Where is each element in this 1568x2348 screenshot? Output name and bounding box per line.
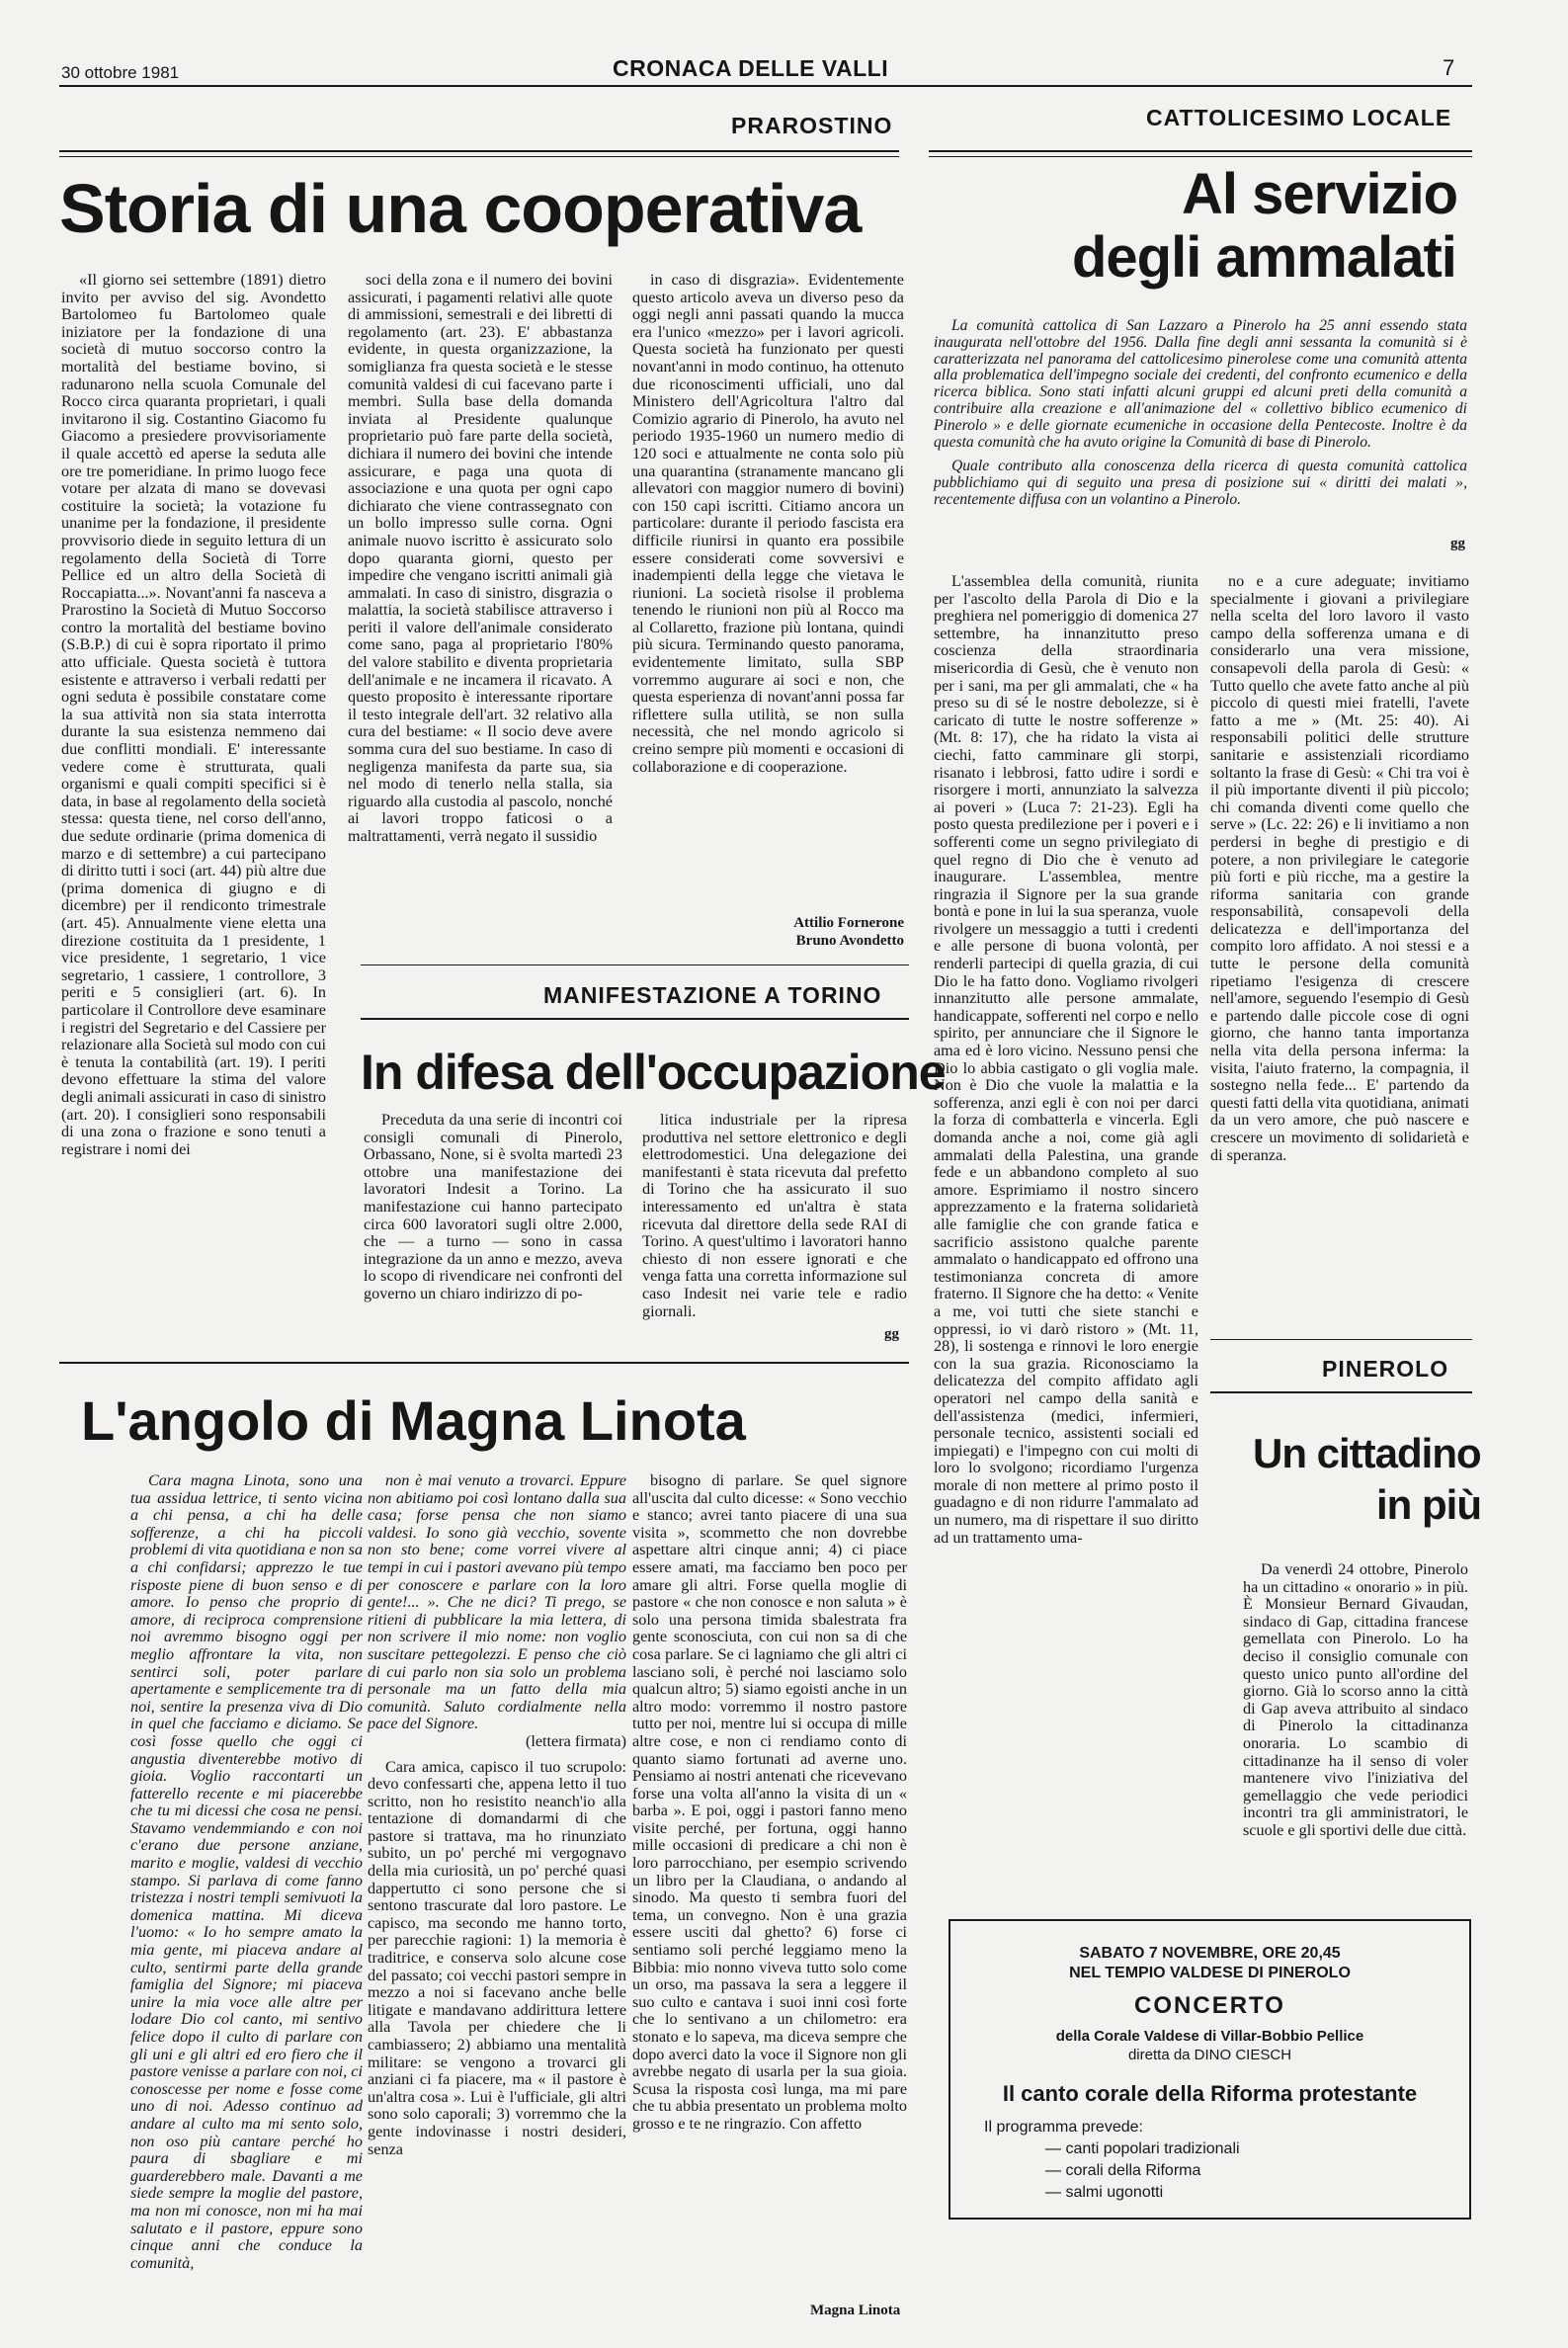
occupazione-col-1 (364, 1112, 622, 1349)
pinerolo-headline-line-1: Un cittadino (1253, 1430, 1481, 1476)
cooperativa-kicker-rule (59, 150, 899, 152)
concerto-program (984, 2117, 1469, 2204)
pinerolo-kicker-rule (1210, 1391, 1472, 1393)
concerto-program-item: — canti popolari tradizionali (1045, 2140, 1240, 2157)
ammalati-kicker: CATTOLICESIMO LOCALE (1146, 105, 1452, 130)
cooperativa-text-1: «Il giorno sei settembre (1891) dietro invito per avviso del sig. Avondetto Bartolomeo fu Bartolomeo quale iniziatore per la fondazione di una società di mutuo soccorso contro la mortalità del bestiame bovino, si radunarono nella scuola Comunale del Rocco circa quaranta proprietari, i quali invitarono il sig. Costantino Giacomo fu Giacomo a presiedere provvisoriamente il quale accettò ed aperse la seduta alle ore tre pomeridiane. In primo luogo fece votare per alzata di mano se dovevasi costituire la società; la votazione fu unanime per la fondazione, il presidente provvisorio diede in seguito lettura di un regolamento della Società di Torre Pellice ed un altro della Società di Roccapiatta...». Novant'anni fa nasceva a Prarostino la Società di Mutuo Soccorso contro la mortalità del bestiame bovino (S.B.P.) di cui è sopra riportato il primo atto ufficiale. Questa società è tuttora esistente e attraverso i verbali redatti per ogni seduta è possibile constatare come la sua attività non sia stata interrotta durante la sua esistenza nemmeno dai due conflitti mondiali. E' interessante vedere come è strutturata, quali organismi e quali compiti specifici si è data, in base al regolamento della società stessa: questa tiene, nel corso dell'anno, due sedute ordinarie (prima domenica di marzo e di settembre) a cui partecipano di diritto tutti i soci (art. 44) più altre due (prima domenica di giugno e di dicembre) per il rendiconto trimestrale (art. 45). Annualmente viene eletta una direzione costituita da 1 presidente, 1 vice presidente, 1 segretario, 1 vice segretario, 1 cassiere, 1 controllore, 3 periti e 5 consiglieri (art. 6). In particolare il Controllore deve esaminare i registri del Segretario e del Cassiere per relazionare alla Società sul modo con cui è tenuta la contabilità (art. 19). I periti devono effettuare la stima del valore degli animali assicurati in caso di sinistro (art. 20). I consiglieri sono responsabili di una zona o frazione e sono tenuti a registrare i nomi dei (61, 271, 326, 1158)
pinerolo-body (1243, 1560, 1468, 1839)
cooperativa-author-1: Attilio Fornerone (793, 915, 904, 931)
occupazione-top-rule (361, 964, 909, 965)
ammalati-headline-line-1: Al servizio (1182, 162, 1458, 226)
occupazione-headline: In difesa dell'occupazione (361, 1045, 946, 1100)
newspaper-section-title: CRONACA DELLE VALLI (613, 55, 889, 81)
cooperativa-kicker: PRAROSTINO (731, 113, 893, 138)
cooperativa-headline: Storia di una cooperativa (59, 170, 862, 247)
linota-col-1 (130, 1472, 363, 2322)
ammalati-text-2: no e a cure adeguate; invitiamo specialmente i giovani a privilegiare nella scelta del loro lavoro il vasto campo della sofferenza umana e di considerarlo una vera missione, consapevoli della parola di Gesù: « Tutto quello che avete fatto anche al più piccolo di questi miei fratelli, l'avete fatto a me » (Mt. 25: 40). Ai responsabili politici delle strutture sanitarie e assistenziali ricordiamo soltanto la frase di Gesù: « Chi tra voi è il più importante diventi il più piccolo; chi comanda diventi come quello che serve » (Lc. 22: 26) e li invitiamo a non perdersi in beghe di prestigio e di potere, a non privilegiare le categorie più forti e più ricche, ma a gestire la riforma sanitaria con grande responsabilità, consapevoli della delicatezza e dell'importanza del compito loro affidato. A noi stessi e a tutte le persone della comunità ripetiamo l'esigenza di crescere nell'amore, seguendo l'esempio di Gesù e partendo dalle piccole cose di ogni giorno, che hanno tanta importanza nella vita della persona inferma: la visita, l'aiuto fraterno, la compagnia, il sostegno nella fede... E' partendo da questi fatti della vita quotidiana, animati da un vero amore, che può nascere e crescere un movimento di solidarietà e di speranza. (1210, 572, 1469, 1164)
concerto-program-item: — corali della Riforma (1045, 2162, 1201, 2179)
ammalati-kicker-rule (929, 150, 1472, 152)
occupazione-signature: gg (884, 1326, 899, 1342)
issue-date: 30 ottobre 1981 (61, 63, 180, 82)
concerto-subtitle: Il canto corale della Riforma protestante (1002, 2081, 1418, 2106)
linota-text-1: Cara magna Linota, sono una tua assidua lettrice, ti sento vicina a chi pensa, a chi ha delle sofferenze, a chi ha piccoli problemi di vita quotidiana e non sa a chi confidarsi; apprezzo le tue risposte piene di buon senso e di amore. Io penso che proprio di amore, di reciproca comprensione noi avremmo bisogno oggi per meglio affrontare la vita, non sentirci soli, poter parlare apertamente e semplicemente tra di noi, sentire la presenza viva di Dio in quel che facciamo e diciamo. Se così fosse quello che oggi ci angustia diventerebbe motivo di gioia. Voglio raccontarti un fatterello recente e mi piacerebbe che tu mi dicessi che cosa ne pensi. Stavamo vendemmiando e con noi c'erano due persone anziane, marito e moglie, valdesi di vecchio stampo. Si parlava di come fanno tristezza i nostri templi semivuoti la domenica mattina. Mi diceva l'uomo: « Io ho sempre amato la mia gente, mi piaceva andare al culto, sentirmi parte della grande famiglia del Signore; mi piaceva unire la mia voce alle altre per lodare Dio col canto, mi sentivo felice dopo il culto di parlare con gli uni e gli altri ed ero fiero che il pastore venisse a parlare con noi, ci conoscesse per nome e fosse come uno di noi. Adesso continuo ad andare al culto ma mi sento solo, non oso più cantare perché ho paura di sbagliare e mi guarderebbero male. Davanti a me siede sempre la moglie del pastore, ma non mi conosce, non mi ha mai salutato e il pastore, eppure sono cinque anni che conduce la comunità, (130, 1471, 364, 2272)
cooperativa-author-2: Bruno Avondetto (795, 932, 904, 949)
pinerolo-text: Da venerdì 24 ottobre, Pinerolo ha un cittadino « onorario » in più. È Monsieur Bernard Givaudan, sindaco di Gap, cittadina francese gemellata con Pinerolo. Lo ha deciso il consiglio comunale con questo unico punto all'ordine del giorno. Già lo scorso anno la città di Gap aveva attribuito al sindaco di Pinerolo la cittadinanza onoraria. Lo scambio di cittadinanze ha il senso di voler mantenere vivo l'iniziativa del gemellaggio che vede periodici incontri tra gli amministratori, le scuole e gli sportivi delle due città. (1243, 1560, 1468, 1839)
concerto-program-item: — salmi ugonotti (1045, 2184, 1164, 2201)
concerto-box (949, 1919, 1471, 2220)
concerto-date: SABATO 7 NOVEMBRE, ORE 20,45 (1079, 1945, 1341, 1962)
ammalati-text-1: L'assemblea della comunità, riunita per l'ascolto della Parola di Dio e la preghiera nel pomeriggio di domenica 27 settembre, ha innanzitutto preso coscienza della straordinaria misericordia di Gesù, che è venuto non per i sani, ma per gli ammalati, che « ha preso su di sé le nostre debolezze, si è caricato di tutte le nostre sofferenze » (Mt. 8: 17), che ha ridato la vista ai ciechi, fatto camminare gli storpi, risanato i lebbrosi, fatto udire i sordi e risorgere i morti, annunziato la salvezza ai poveri » (Luca 7: 21-23). Egli ha posto questa predilezione per i poveri e i sofferenti come un segno privilegiato di quel regno di Dio che è venuto ad inaugurare. L'assemblea, mentre ringrazia il Signore per la sua grande bontà e pone in lui la sua speranza, vuole rivolgere un messaggio a tutti i credenti e alle persone di buona volontà, per renderli partecipi di quella grazia, di cui Dio le ha fatto dono. Vogliamo rivolgeri innanzitutto alle persone ammalate, handicappate, sofferenti nel corpo e nello spirito, per annunciare che il Signore le ama ed è loro vicino. Nessuno pensi che Dio lo abbia castigato o gli voglia male. Non è Dio che vuole la malattia e la sofferenza, anzi egli è con noi per darci la forza di combatterla e vincerla. Egli domanda anche a noi, come già agli ammalati della Palestina, una grande fede e un abbandono completo al suo amore. Esprimiamo il nostro sincero apprezzamento e la fraterna solidarietà alle famiglie che con grande fatica e sacrificio assistono qualche parente ammalato o handicappato ed offrono una testimonianza concreta di amore fraterno. Il Signore che ha detto: « Venite a me, voi tutti che siete stanchi e oppressi, io vi darò ristoro » (Mt. 11, 28), li sostenga e rinnovi le loro energie con la sua grazia. Riconosciamo la delicatezza del compito affidato agli operatori nel campo della sanità e dell'assistenza (medici, infermieri, personale tecnico, assistenti sociali ed impiegati) e l'impegno con cui molti di loro lo svolgono; ricordiamo l'urgenza morale di non mettere al primo posto il guadagno e di non ridurre l'ammalato ad un numero, ma di rispettare il suo diritto ad un trattamento uma- (934, 572, 1198, 1547)
occupazione-kicker-rule (361, 1018, 909, 1020)
cooperativa-signature (632, 915, 904, 950)
ammalati-intro-signature: gg (1450, 536, 1465, 551)
occupazione-text-2: litica industriale per la ripresa produttiva nel settore elettronico e degli elettrodomestici. Una delegazione dei manifestanti è stata ricevuta dal prefetto di Torino che ha assicurato il suo interessamento ed un'altra è stata ricevuta dal direttore della sede RAI di Torino. A quest'ultimo i lavoratori hanno chiesto di non essere ignorati e che venga fatta una corretta informazione sul caso Indesit nei varie tele e radio giornali. (642, 1111, 907, 1320)
ammalati-intro-1: La comunità cattolica di San Lazzaro a Pinerolo ha 25 anni essendo stata inaugurata nell'ottobre del 1956. Dalla fine degli anni sessanta la comunità si è caratterizzata nel panorama del cattolicesimo pinerolese come una comunità attenta alla problematica dell'impegno sociale dei credenti, del confronto ecumenico e della ricerca biblica. Sono stati infatti alcuni gruppi ed alcuni preti della comunità a contribuire alla creazione e all'animazione del « collettivo biblico ecumenico di Pinerolo » e delle giornate ecumeniche in occasione della Pentecoste. Inoltre è da questa comunità che ha avuto origine la Comunità di base di Pinerolo. (934, 317, 1467, 451)
concerto-choir: della Corale Valdese di Villar-Bobbio Pellice (1055, 2028, 1364, 2045)
ammalati-col-2 (1210, 573, 1469, 1324)
cooperativa-col-1 (61, 272, 326, 1349)
linota-col-2 (368, 1472, 626, 2322)
page-number: 7 (1443, 55, 1455, 80)
pinerolo-kicker: PINEROLO (1322, 1356, 1449, 1382)
ammalati-col-1 (934, 573, 1198, 1724)
ammalati-intro-2: Quale contributo alla conoscenza della ricerca di questa comunità cattolica pubblichiamo qui di seguito una presa di posizione sui « diritti dei malati », recentemente diffusa con un volantino a Pinerolo. (934, 458, 1467, 508)
ammalati-headline-line-2: degli ammalati (1072, 225, 1456, 290)
cooperativa-text-2: soci della zona e il numero dei bovini assicurati, i pagamenti relativi alle quote di ammissioni, semestrali e dei libretti di regolamento (art. 23). E' abbastanza evidente, in questa organizzazione, la somiglianza fra questa società e le stesse comunità valdesi di cui facevano parte i membri. Sulla base della domanda inviata al Presidente qualunque proprietario può fare parte della società, dichiara il numero dei bovini che intende assicurare, e paga una quota di associazione e una quota per ogni capo dichiarato che viene contrassegnato con un bollo impresso sulle corna. Ogni animale nuovo iscritto è assicurato solo dopo quaranta giorni, questo per impedire che vengano iscritti animali già ammalati. In caso di sinistro, disgrazia o malattia, la società stabilisce attraverso i periti il valore dell'animale considerato come sano, paga al proprietario l'80% del valore stabilito e diventa proprietaria dell'animale e ne incamera il ricavato. A questo proposito è interessante riportare il testo integrale dell'art. 32 relativo alla cura del bestiame: « Il socio deve avere somma cura del suo bestiame. In caso di negligenza manifesta da parte sua, sia nel modo di tenerlo nella stalla, sia riguardo alla custodia al pascolo, nonché ai lavori troppo faticosi o a maltrattamenti, verrà negato il sussidio (348, 271, 613, 845)
cooperativa-kicker-rule-2 (59, 156, 899, 157)
linota-text-3: bisogno di parlare. Se quel signore all'uscita dal culto dicesse: « Sono vecchio e stanco; avrei tanto piacere di una sua visita », scommetto che non dovrebbe aspettare altri cinque anni; 4) ci piace essere amati, ma facciamo ben poco per amare gli altri. Forse quella moglie di pastore « che non conosce e non saluta » è solo una persona timida sbalestrata fra gente sconosciuta, con cui non sa di che cosa parlare. Se ci lagniamo che gli altri ci lasciano soli, è perché noi lasciamo solo qualcun altro; 5) siamo egoisti anche in un altro modo: vorremmo il nostro pastore tutto per noi, mentre lui si occupa di mille altre cose, e non ci rendiamo conto di quanto siamo fortunati ad averne uno. Pensiamo ai nostri antenati che ricevevano forse una volta all'anno la visita di un « barba ». E poi, oggi i pastori fanno meno visite perché, per fortuna, oggi hanno mille occasioni di predicare a chi non è loro parrocchiano, per esempio scrivendo un libro per la Claudiana, o andando al sinodo. Ma questo ti sembra fuori del tema, un convegno. Non è una grazia essere usciti dal ghetto? 6) forse ci sentiamo soli perché leggiamo meno la Bibbia: mio nonno viveva tutto solo come un orso, ma passava la sera a leggere il suo culto e cantava i suoi inni così forte che lo sentivano a un chilometro: era stonato e lo sapeva, ma diceva sempre che dopo averci dato la voce il Signore non gli avrebbe negato di usarla per la sua gioia. Scusa la risposta così lunga, ma mi pare che tu abbia presentato un problema molto grosso e te ne ringrazio. Con affetto (632, 1471, 907, 2133)
occupazione-col-2 (642, 1112, 907, 1349)
linota-top-rule (59, 1362, 909, 1364)
linota-letter-signature: (lettera firmata) (525, 1731, 626, 1750)
occupazione-text-1: Preceduta da una serie di incontri coi consigli comunali di Pinerolo, Orbassano, None, si è svolta martedì 23 ottobre una manifestazione dei lavoratori Indesit a Torino. La manifestazione cui hanno partecipato circa 600 lavoratori sugli oltre 2.000, che — a turno — sono in cassa integrazione da un anno e mezzo, aveva lo scopo di rivendicare nei confronti del governo un chiaro indirizzo di po- (364, 1111, 622, 1302)
linota-text-2a: non è mai venuto a trovarci. Eppure non abitiamo poi così lontano dalla sua casa; forse pensa che non siamo valdesi. Io sono già vecchio, sovente non sto bene; come vorrei vivere al tempi in cui i pastori avevano più tempo per conoscere e parlare con la loro gente!... ». Che ne dici? Ti prego, se ritieni di pubblicare la mia lettera, di non scrivere il mio nome: non voglio suscitare pettegolezzi. E penso che ciò di cui parlo non sia solo un problema personale ma un fatto della mia comunità. Saluto cordialmente nella pace del Signore. (368, 1471, 626, 1733)
concerto-program-label: Il programma prevede: (984, 2119, 1143, 2136)
masthead-rule (59, 85, 1472, 87)
ammalati-intro (934, 318, 1467, 509)
ammalati-kicker-rule-2 (929, 156, 1472, 157)
linota-col-3 (632, 1472, 907, 2307)
linota-text-2b: Cara amica, capisco il tuo scrupolo: devo confessarti che, appena letto il tuo scritto, non ho resistito neanch'io alla tentazione di domandarmi di che pastore si trattava, ma ho rinunziato subito, un po' perché mi vergognavo della mia curiosità, un po' perché quasi dappertutto ci sono persone che si sentono trascurate dal loro pastore. Le capisco, ma secondo me hanno torto, per parecchie ragioni: 1) la memoria è traditrice, e conserva solo alcune cose del passato; coi vecchi pastori sempre in mezzo a noi si facevano anche belle litigate e mandavano addirittura lettere alla Tavola per chiedere che li cambiassero; 2) abbiamo una mentalità militare: se vengono a trovarci gli anziani ci fa piacere, ma « il pastore è un'altra cosa ». Lui è l'ufficiale, gli altri sono solo caporali; 3) vorremmo che la gente indovinasse i nostri desideri, senza (368, 1757, 626, 2158)
linota-signature: Magna Linota (810, 2303, 901, 2318)
pinerolo-headline-line-2: in più (1376, 1481, 1481, 1528)
linota-headline: L'angolo di Magna Linota (81, 1389, 746, 1452)
cooperativa-col-3 (632, 272, 904, 914)
cooperativa-text-3: in caso di disgrazia». Evidentemente questo articolo aveva un diverso peso da oggi negli anni passati quando la mucca era l'unico «mezzo» per i lavori agricoli. Questa società ha funzionato per questi novant'anni in modo continuo, ha ottenuto due riconoscimenti ufficiali, uno dal Ministero dell'Agricoltura l'altro dal Comizio agrario di Pinerolo, ha avuto nel periodo 1935-1960 un numero medio di 120 soci e attualmente ne conta solo più una quarantina (stranamente mancano gli allevatori con maggior numero di bovini) con 150 capi iscritti. Citiamo ancora un particolare: durante il periodo fascista era difficile riunirsi in quanto era possibile essere considerati come sovversivi e inadempienti della legge che vietava le riunioni. La società risolse il problema tenendo le riunioni non più al Rocco ma al Collaretto, frazione più lontana, quindi più sicura. Terminando questo panorama, evidentemente limitato, sulla SBP vorremmo augurare ai soci e non, che questa esperienza di novant'anni possa far riflettere sulla utilità, se non sulla necessità, che nel mondo agricolo si creino sempre più momenti e occasioni di collaborazione e di cooperazione. (632, 271, 904, 776)
occupazione-kicker: MANIFESTAZIONE A TORINO (543, 982, 882, 1008)
concerto-venue: NEL TEMPIO VALDESE DI PINEROLO (1069, 1965, 1351, 1981)
pinerolo-top-rule (1210, 1339, 1472, 1340)
concerto-title: CONCERTO (1134, 1992, 1285, 2019)
concerto-director: diretta da DINO CIESCH (1127, 2047, 1292, 2063)
